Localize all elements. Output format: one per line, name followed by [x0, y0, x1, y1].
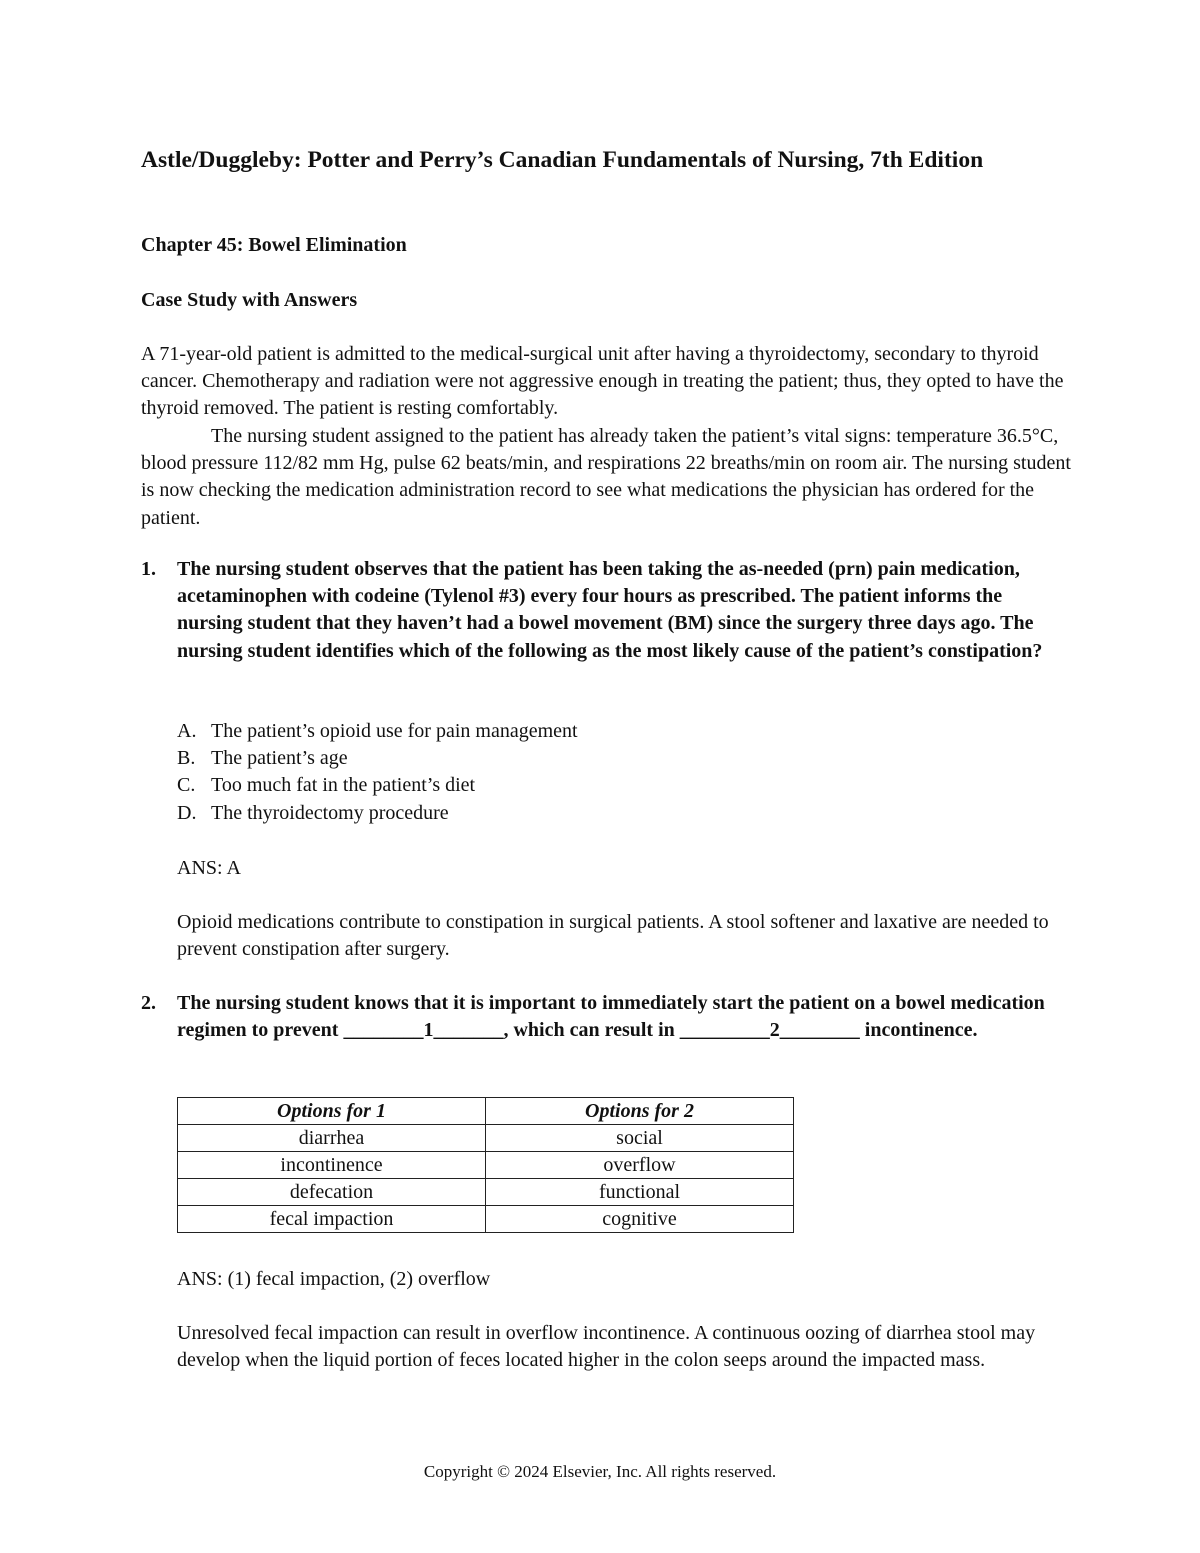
document-title: Astle/Duggleby: Potter and Perry’s Canadian Fundamentals of Nursing, 7th Edition: [141, 147, 984, 173]
table-cell: fecal impaction: [178, 1206, 486, 1233]
table-cell: social: [486, 1125, 794, 1152]
question-number: 2.: [141, 992, 156, 1014]
question-1: [141, 556, 1071, 665]
case-study-heading: Case Study with Answers: [141, 289, 358, 311]
rationale-2: Unresolved fecal impaction can result in overflow incontinence. A continuous oozing of diarrhea stool may develop when the liquid portion of feces located higher in the colon seeps around the impacted mass.: [177, 1322, 1036, 1372]
answer-option: [177, 772, 578, 799]
table-row: [178, 1125, 794, 1152]
intro-paragraph-2: The nursing student assigned to the patient has already taken the patient’s vital signs: temperature 36.5°C, blood pressure 112/82 mm Hg, pulse 62 beats/min, and respirations 22 breaths/min on room air. The nursing student is now checking the medication administration record to see what medications the physician has ordered for the patient.: [141, 425, 1071, 529]
question-text: The nursing student knows that it is important to immediately start the patient on a bowel medication regimen to prevent ________1_______, which can result in _________2________ incontinence.: [177, 992, 1045, 1042]
table-header: Options for 2: [486, 1098, 794, 1125]
option-text: The patient’s opioid use for pain management: [211, 720, 578, 742]
option-text: Too much fat in the patient’s diet: [211, 774, 476, 797]
answer-option: [177, 800, 578, 827]
table-row: [178, 1152, 794, 1179]
table-header: Options for 1: [178, 1098, 486, 1125]
options-table: [177, 1097, 794, 1233]
table-cell: cognitive: [486, 1206, 794, 1233]
option-text: The patient’s age: [211, 747, 348, 770]
option-letter: B.: [177, 747, 196, 770]
question-number: 1.: [141, 558, 156, 580]
answer-options-list: [177, 718, 578, 827]
copyright-footer: Copyright © 2024 Elsevier, Inc. All rights reserved.: [423, 1462, 777, 1481]
question-2: [141, 990, 1071, 1044]
answer-option: [177, 718, 578, 745]
table-row: [178, 1179, 794, 1206]
table-cell: diarrhea: [178, 1125, 486, 1152]
table-row: [178, 1206, 794, 1233]
table-header-row: [178, 1098, 794, 1125]
option-letter: D.: [177, 801, 197, 824]
chapter-heading: Chapter 45: Bowel Elimination: [141, 234, 407, 256]
answer-option: [177, 745, 578, 772]
table-cell: overflow: [486, 1152, 794, 1179]
table-cell: functional: [486, 1179, 794, 1206]
rationale-1: Opioid medications contribute to constipation in surgical patients. A stool softener and laxative are needed to prevent constipation after surgery.: [177, 911, 1049, 961]
option-letter: C.: [177, 774, 196, 797]
answer-1: ANS: A: [177, 857, 241, 879]
table-cell: incontinence: [178, 1152, 486, 1179]
table-cell: defecation: [178, 1179, 486, 1206]
question-text: The nursing student observes that the patient has been taking the as-needed (prn) pain medication, acetaminophen with codeine (Tylenol #3) every four hours as prescribed. The patient informs the nursing student that they haven’t had a bowel movement (BM) since the surgery three days ago. The nursing student identifies which of the following as the most likely cause of the patient’s constipation?: [177, 558, 1043, 662]
option-letter: A.: [177, 720, 197, 742]
intro-paragraph-1: A 71-year-old patient is admitted to the medical-surgical unit after having a thyroidectomy, secondary to thyroid cancer. Chemotherapy and radiation were not aggressive enough in treating the patient; thus, they opted to have the thyroid removed. The patient is resting comfortably.: [141, 343, 1064, 420]
answer-2: ANS: (1) fecal impaction, (2) overflow: [177, 1268, 491, 1290]
option-text: The thyroidectomy procedure: [211, 801, 449, 824]
